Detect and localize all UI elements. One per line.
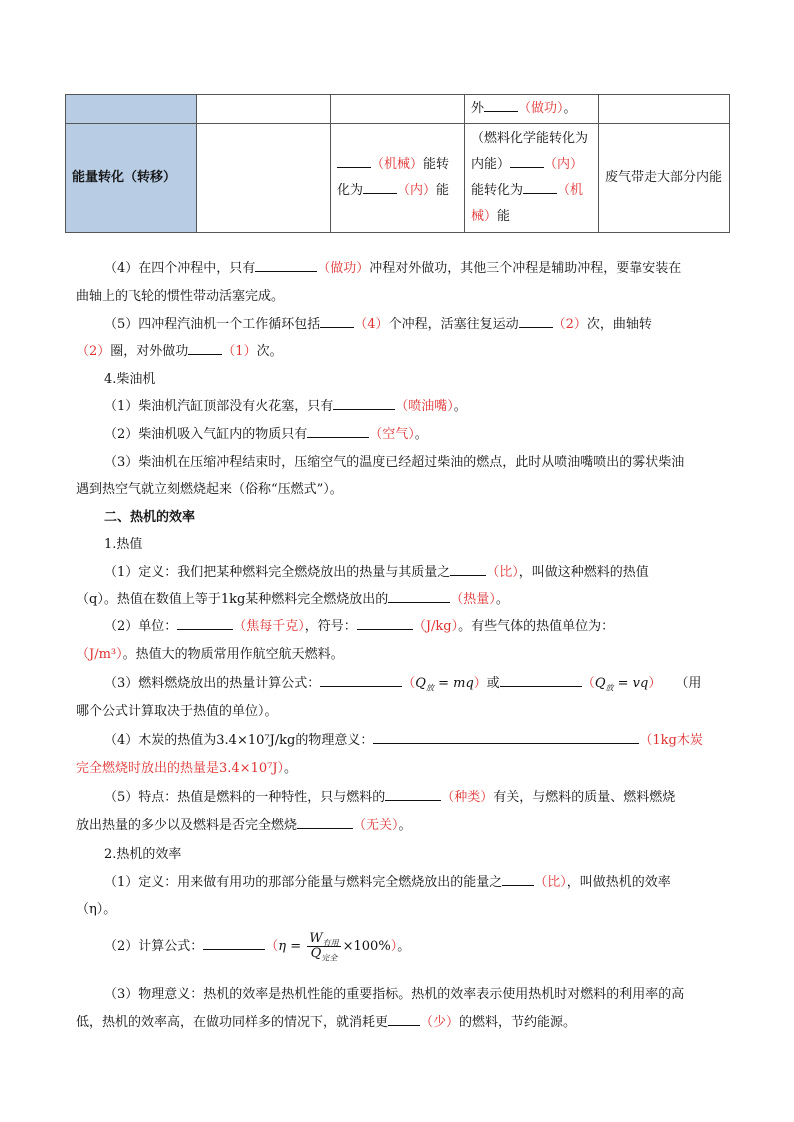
subheading: 1.热值 xyxy=(104,537,143,552)
table-cell: （燃料化学能转化为内能） （内）能转化为 （机械）能 xyxy=(465,124,599,233)
table-cell: 废气带走大部分内能 xyxy=(599,124,730,233)
table-cell xyxy=(197,95,331,124)
paragraph-line: （q）。热值在数值上等于1kg某种燃料完全燃烧放出的 （热量）。 xyxy=(76,587,732,613)
table-cell: 外 （做功）。 xyxy=(465,95,599,124)
paragraph: （1）柴油机汽缸顶部没有火花塞，只有 （喷油嘴）。 xyxy=(104,394,732,420)
paragraph: （2）计算公式： （η = $\frac{W_{有用}}{Q_{完全}}$ ×100%）。 xyxy=(104,931,411,963)
paragraph-line: 完全燃烧时放出的热量是3.4×10⁷J）。 xyxy=(76,761,298,776)
paragraph: （4）木炭的热值为3.4×10⁷J/kg的物理意义： （1kg木炭 xyxy=(104,728,732,754)
paragraph-line: （J/m³）。热值大的物质常用作航空航天燃料。 xyxy=(76,647,344,662)
paragraph: （3）燃料燃烧放出的热量计算公式： $(Q_放 = mq)$或 $(Q_放 = vq)$ （用 xyxy=(104,671,732,697)
section-heading: 二、热机的效率 xyxy=(104,510,196,525)
paragraph-line: 曲轴上的飞轮的惯性带动活塞完成。 xyxy=(76,289,285,304)
table-row xyxy=(66,124,730,233)
paragraph: （2）单位： （焦每千克），符号： （J/kg）。有些气体的热值单位为： xyxy=(104,614,732,640)
paragraph-line: 低，热机的效率高，在做功同样多的情况下，就消耗更 （少）的燃料，节约能源。 xyxy=(76,1010,732,1036)
paragraph-line: （η）。 xyxy=(76,902,117,917)
paragraph: （1）定义：用来做有用功的那部分能量与燃料完全燃烧放出的能量之 （比），叫做热机的效率 xyxy=(104,870,732,896)
table-cell xyxy=(197,124,331,233)
paragraph: （2）柴油机吸入气缸内的物质只有 （空气）。 xyxy=(104,422,732,448)
paragraph: （1）定义：我们把某种燃料完全燃烧放出的热量与其质量之 （比），叫做这种燃料的热值 xyxy=(104,560,732,586)
paragraph: （5）特点：热值是燃料的一种特性，只与燃料的 （种类）有关，与燃料的质量、燃料燃烧 xyxy=(104,785,732,811)
paragraph-line: （2）圈，对外做功 （1）次。 xyxy=(76,339,732,365)
paragraph-line: 遇到热空气就立刻燃烧起来（俗称“压燃式”）。 xyxy=(76,482,343,497)
table-cell: （机械）能转化为 （内）能 xyxy=(331,124,465,233)
table-cell xyxy=(331,95,465,124)
paragraph-line: 哪个公式计算取决于热值的单位）。 xyxy=(76,704,278,719)
subheading: 2.热机的效率 xyxy=(104,847,182,862)
row-header: 能量转化（转移） xyxy=(66,124,197,233)
efficiency-formula: η = $\frac{W_{有用}}{Q_{完全}}$ xyxy=(278,931,339,963)
table-cell xyxy=(66,95,197,124)
heat-engine-table xyxy=(65,94,730,233)
formula-q-vq: $Q_放$ = vq xyxy=(594,676,649,693)
paragraph: （3）物理意义：热机的效率是热机性能的重要指标。热机的效率表示使用热机时对燃料的利用率的高 xyxy=(104,987,685,1002)
formula-q-mq: $Q_放$ = mq xyxy=(415,676,474,693)
paragraph-line: 放出热量的多少以及燃料是否完全燃烧 （无关）。 xyxy=(76,813,732,839)
table-row xyxy=(66,95,730,124)
paragraph-stroke-5: （5）四冲程汽油机一个工作循环包括 （4）个冲程，活塞往复运动 （2）次，曲轴转 xyxy=(104,312,732,338)
table-cell xyxy=(599,95,730,124)
subheading: 4.柴油机 xyxy=(104,372,156,387)
paragraph-stroke-4: （4）在四个冲程中，只有 （做功）冲程对外做功，其他三个冲程是辅助冲程，要靠安装在 xyxy=(104,256,732,282)
paragraph: （3）柴油机在压缩冲程结束时，压缩空气的温度已经超过柴油的燃点，此时从喷油嘴喷出的雾状柴油 xyxy=(104,455,685,470)
